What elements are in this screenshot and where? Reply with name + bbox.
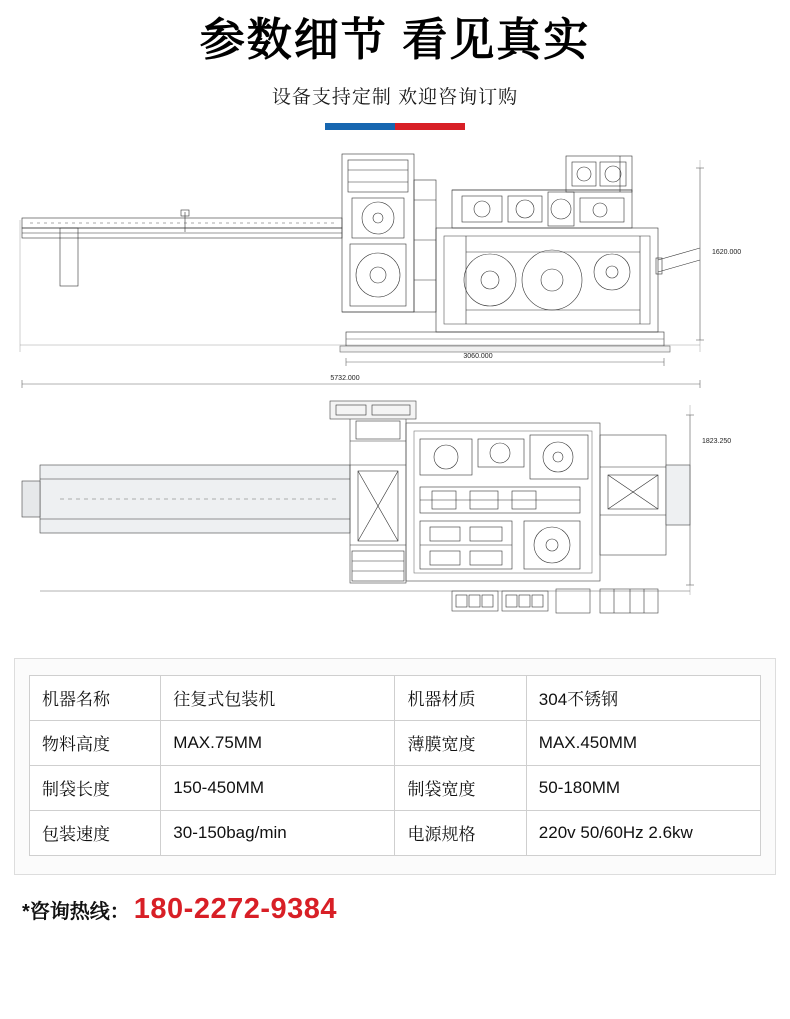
header — [0, 0, 790, 130]
spec-value: 150-450MM — [161, 765, 395, 810]
dimension-label-total-length: 5732.000 — [330, 374, 360, 382]
technical-drawings — [0, 140, 790, 650]
hotline-label: *咨询热线： — [22, 900, 130, 923]
table-row — [30, 675, 761, 720]
spec-label: 机器名称 — [30, 675, 161, 720]
spec-table — [29, 675, 761, 856]
page-title: 参数细节 看见真实 — [199, 14, 591, 65]
dimension-label-inner-length: 3060.000 — [463, 352, 493, 360]
page-subtitle: 设备支持定制 欢迎咨询订购 — [271, 86, 519, 108]
spec-value: 50-180MM — [526, 765, 760, 810]
machine-plan-view-drawing — [0, 395, 790, 645]
spec-value: MAX.75MM — [161, 720, 395, 765]
spec-panel — [14, 658, 776, 875]
spec-label: 机器材质 — [395, 675, 526, 720]
spec-label: 制袋宽度 — [395, 765, 526, 810]
dimension-label-height-front: 1620.000 — [712, 248, 742, 256]
spec-value: 220v 50/60Hz 2.6kw — [526, 810, 760, 855]
table-row — [30, 810, 761, 855]
spec-label: 电源规格 — [395, 810, 526, 855]
spec-value: 往复式包装机 — [161, 675, 395, 720]
table-row — [30, 765, 761, 810]
hotline-footer — [0, 893, 790, 926]
spec-label: 制袋长度 — [30, 765, 161, 810]
divider — [0, 123, 790, 130]
spec-value: 30-150bag/min — [161, 810, 395, 855]
spec-value: MAX.450MM — [526, 720, 760, 765]
divider-blue-segment — [325, 123, 395, 130]
dimension-label-height-plan: 1823.250 — [702, 437, 732, 445]
spec-value: 304不锈钢 — [526, 675, 760, 720]
table-row — [30, 720, 761, 765]
machine-front-elevation-drawing — [0, 140, 790, 405]
hotline-phone[interactable]: 180-2272-9384 — [133, 892, 338, 925]
spec-label: 薄膜宽度 — [395, 720, 526, 765]
spec-label: 物料高度 — [30, 720, 161, 765]
spec-label: 包装速度 — [30, 810, 161, 855]
divider-red-segment — [395, 123, 465, 130]
